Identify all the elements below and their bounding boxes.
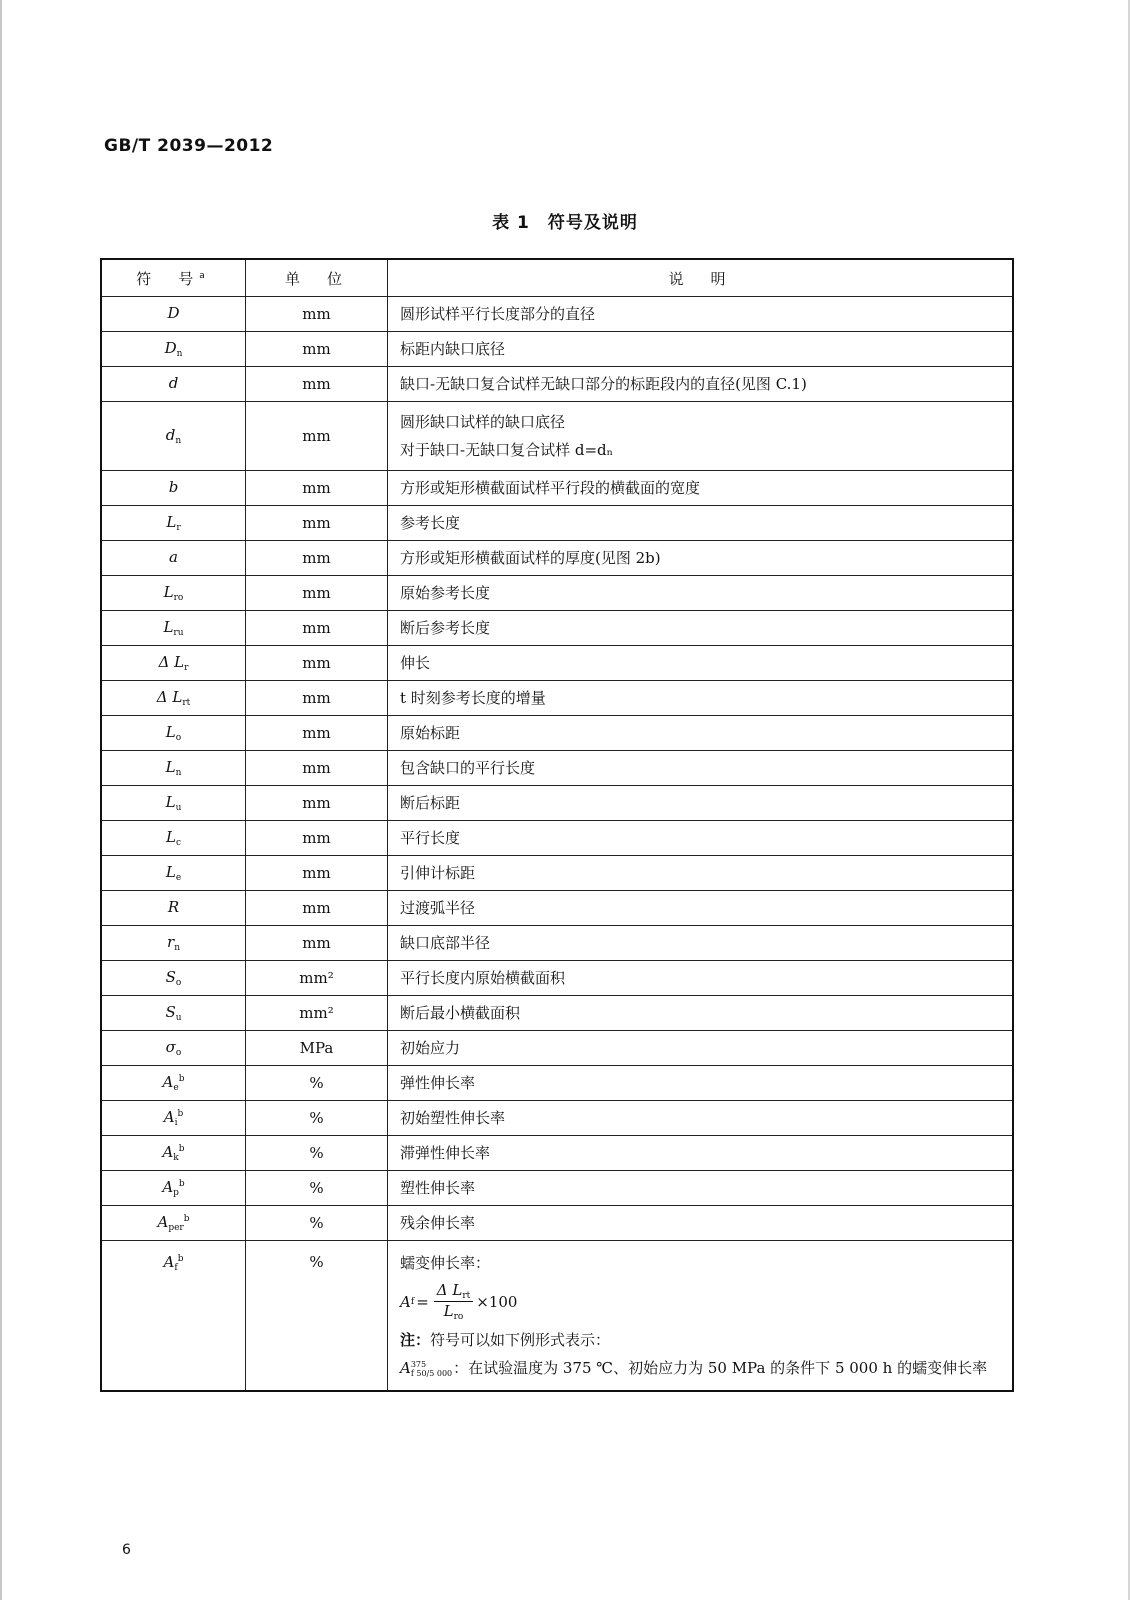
- unit-cell: %: [246, 1101, 388, 1136]
- description-cell: 弹性伸长率: [388, 1066, 1014, 1101]
- footnote-marker: a: [199, 270, 211, 281]
- description-cell: 方形或矩形横截面试样的厚度(见图 2b): [388, 541, 1014, 576]
- table-row: [101, 856, 1013, 891]
- symbol-cell: $\sigma_o$: [101, 1031, 246, 1066]
- table-row: [101, 996, 1013, 1031]
- description-cell: 初始应力: [388, 1031, 1014, 1066]
- table-row: [101, 506, 1013, 541]
- symbol-cell: D: [101, 297, 246, 332]
- description-cell: 缺口底部半径: [388, 926, 1014, 961]
- unit-cell: %: [246, 1171, 388, 1206]
- table-title: 表 1 符号及说明: [492, 213, 638, 233]
- table-row-creep: [101, 1241, 1013, 1392]
- table-row: [101, 751, 1013, 786]
- description-cell: 圆形缺口试样的缺口底径 对于缺口-无缺口复合试样 d=dₙ: [388, 402, 1014, 471]
- table-row: [101, 891, 1013, 926]
- description-cell: 引伸计标距: [388, 856, 1014, 891]
- symbol-cell: $L_r$: [101, 506, 246, 541]
- symbol-cell: $A_e^b$: [101, 1066, 246, 1101]
- unit-cell: mm²: [246, 996, 388, 1031]
- symbol-cell: $S_o$: [101, 961, 246, 996]
- symbol-cell: $A_i^b$: [101, 1101, 246, 1136]
- unit-cell: mm: [246, 297, 388, 332]
- table-row: [101, 646, 1013, 681]
- note-label: 注：: [400, 1331, 431, 1349]
- description-cell: 初始塑性伸长率: [388, 1101, 1014, 1136]
- description-cell: 断后最小横截面积: [388, 996, 1014, 1031]
- symbol-cell: $S_u$: [101, 996, 246, 1031]
- unit-cell: mm: [246, 402, 388, 471]
- unit-cell: mm: [246, 821, 388, 856]
- symbol-cell: Δ $L_{rt}$: [101, 681, 246, 716]
- table-row: [101, 1031, 1013, 1066]
- column-header-symbol: 符 号$^a$: [101, 259, 246, 297]
- unit-cell: mm: [246, 611, 388, 646]
- description-cell: 平行长度内原始横截面积: [388, 961, 1014, 996]
- table-row: [101, 786, 1013, 821]
- table-row: [101, 541, 1013, 576]
- unit-cell: %: [246, 1206, 388, 1241]
- table-row: [101, 576, 1013, 611]
- page-border-left: [0, 0, 2, 1600]
- symbol-cell: d: [101, 367, 246, 402]
- description-cell: 断后标距: [388, 786, 1014, 821]
- unit-cell: mm: [246, 646, 388, 681]
- description-cell: 过渡弧半径: [388, 891, 1014, 926]
- description-cell: 塑性伸长率: [388, 1171, 1014, 1206]
- page-number: 6: [122, 1542, 131, 1558]
- symbol-cell: $A_f^b$: [101, 1241, 246, 1392]
- unit-cell: mm: [246, 926, 388, 961]
- description-cell: 原始参考长度: [388, 576, 1014, 611]
- unit-cell: mm: [246, 506, 388, 541]
- standard-code: GB/T 2039—2012: [104, 136, 274, 156]
- table-body: [101, 297, 1013, 1392]
- unit-cell: mm: [246, 751, 388, 786]
- symbols-table: [100, 258, 1014, 1392]
- table-row: [101, 1066, 1013, 1101]
- table-row: [101, 297, 1013, 332]
- symbol-cell: $L_{ru}$: [101, 611, 246, 646]
- description-cell: 断后参考长度: [388, 611, 1014, 646]
- table-row: [101, 611, 1013, 646]
- description-cell: 方形或矩形横截面试样平行段的横截面的宽度: [388, 471, 1014, 506]
- description-cell: 圆形试样平行长度部分的直径: [388, 297, 1014, 332]
- description-cell: 包含缺口的平行长度: [388, 751, 1014, 786]
- table-row: [101, 1136, 1013, 1171]
- description-cell: 滞弹性伸长率: [388, 1136, 1014, 1171]
- creep-note: 注：符号可以如下例形式表示：: [400, 1331, 611, 1349]
- unit-cell: mm: [246, 332, 388, 367]
- symbol-cell: $L_n$: [101, 751, 246, 786]
- symbol-cell: a: [101, 541, 246, 576]
- unit-cell: %: [246, 1136, 388, 1171]
- symbol-cell: $L_{ro}$: [101, 576, 246, 611]
- unit-cell: mm: [246, 856, 388, 891]
- table-row: [101, 716, 1013, 751]
- description-cell: 残余伸长率: [388, 1206, 1014, 1241]
- description-cell: 伸长: [388, 646, 1014, 681]
- unit-cell: mm: [246, 716, 388, 751]
- description-cell: t 时刻参考长度的增量: [388, 681, 1014, 716]
- table-row: [101, 821, 1013, 856]
- symbol-cell: $A_p^b$: [101, 1171, 246, 1206]
- symbol-cell: $A_k^b$: [101, 1136, 246, 1171]
- unit-cell: MPa: [246, 1031, 388, 1066]
- description-cell: 参考长度: [388, 506, 1014, 541]
- table-row: [101, 402, 1013, 471]
- table-row: [101, 926, 1013, 961]
- column-header-unit: 单 位: [246, 259, 388, 297]
- table-header-row: [101, 259, 1013, 297]
- description-cell: 平行长度: [388, 821, 1014, 856]
- creep-title: 蠕变伸长率：: [400, 1254, 491, 1272]
- table-row: [101, 367, 1013, 402]
- symbol-cell: $L_o$: [101, 716, 246, 751]
- symbol-cell: R: [101, 891, 246, 926]
- symbol-cell: $L_e$: [101, 856, 246, 891]
- column-header-description: 说 明: [388, 259, 1014, 297]
- symbol-cell: $L_u$: [101, 786, 246, 821]
- table-row: [101, 332, 1013, 367]
- table-row: [101, 1171, 1013, 1206]
- unit-cell: %: [246, 1241, 388, 1392]
- table-row: [101, 1101, 1013, 1136]
- symbol-cell: $L_c$: [101, 821, 246, 856]
- unit-cell: mm: [246, 471, 388, 506]
- table-row: [101, 471, 1013, 506]
- symbol-cell: $A_{per}^b$: [101, 1206, 246, 1241]
- table-row: [101, 1206, 1013, 1241]
- description-cell: 标距内缺口底径: [388, 332, 1014, 367]
- unit-cell: mm: [246, 891, 388, 926]
- symbol-cell: Δ $L_r$: [101, 646, 246, 681]
- symbol-cell: b: [101, 471, 246, 506]
- creep-example: A 375 f 50/5 000 ：在试验温度为 375 ℃、初始应力为 50 MPa 的条件下 5 000 h 的蠕变伸长率: [400, 1359, 988, 1378]
- unit-cell: mm: [246, 367, 388, 402]
- description-cell: 缺口-无缺口复合试样无缺口部分的标距段内的直径(见图 C.1): [388, 367, 1014, 402]
- description-cell: 原始标距: [388, 716, 1014, 751]
- unit-cell: mm: [246, 681, 388, 716]
- symbol-cell: $r_n$: [101, 926, 246, 961]
- unit-cell: mm: [246, 576, 388, 611]
- table-row: [101, 681, 1013, 716]
- unit-cell: mm²: [246, 961, 388, 996]
- table-row: [101, 961, 1013, 996]
- unit-cell: mm: [246, 786, 388, 821]
- symbol-cell: $d_n$: [101, 402, 246, 471]
- unit-cell: %: [246, 1066, 388, 1101]
- unit-cell: mm: [246, 541, 388, 576]
- formula-fraction: $\frac{\Delta L_{rt}}{L_{ro}}$: [434, 1281, 473, 1322]
- symbol-cell: $D_n$: [101, 332, 246, 367]
- creep-formula: A f = $\frac{\Delta L_{rt}}{L_{ro}}$ ×100: [400, 1281, 518, 1322]
- description-cell: [388, 1241, 1014, 1392]
